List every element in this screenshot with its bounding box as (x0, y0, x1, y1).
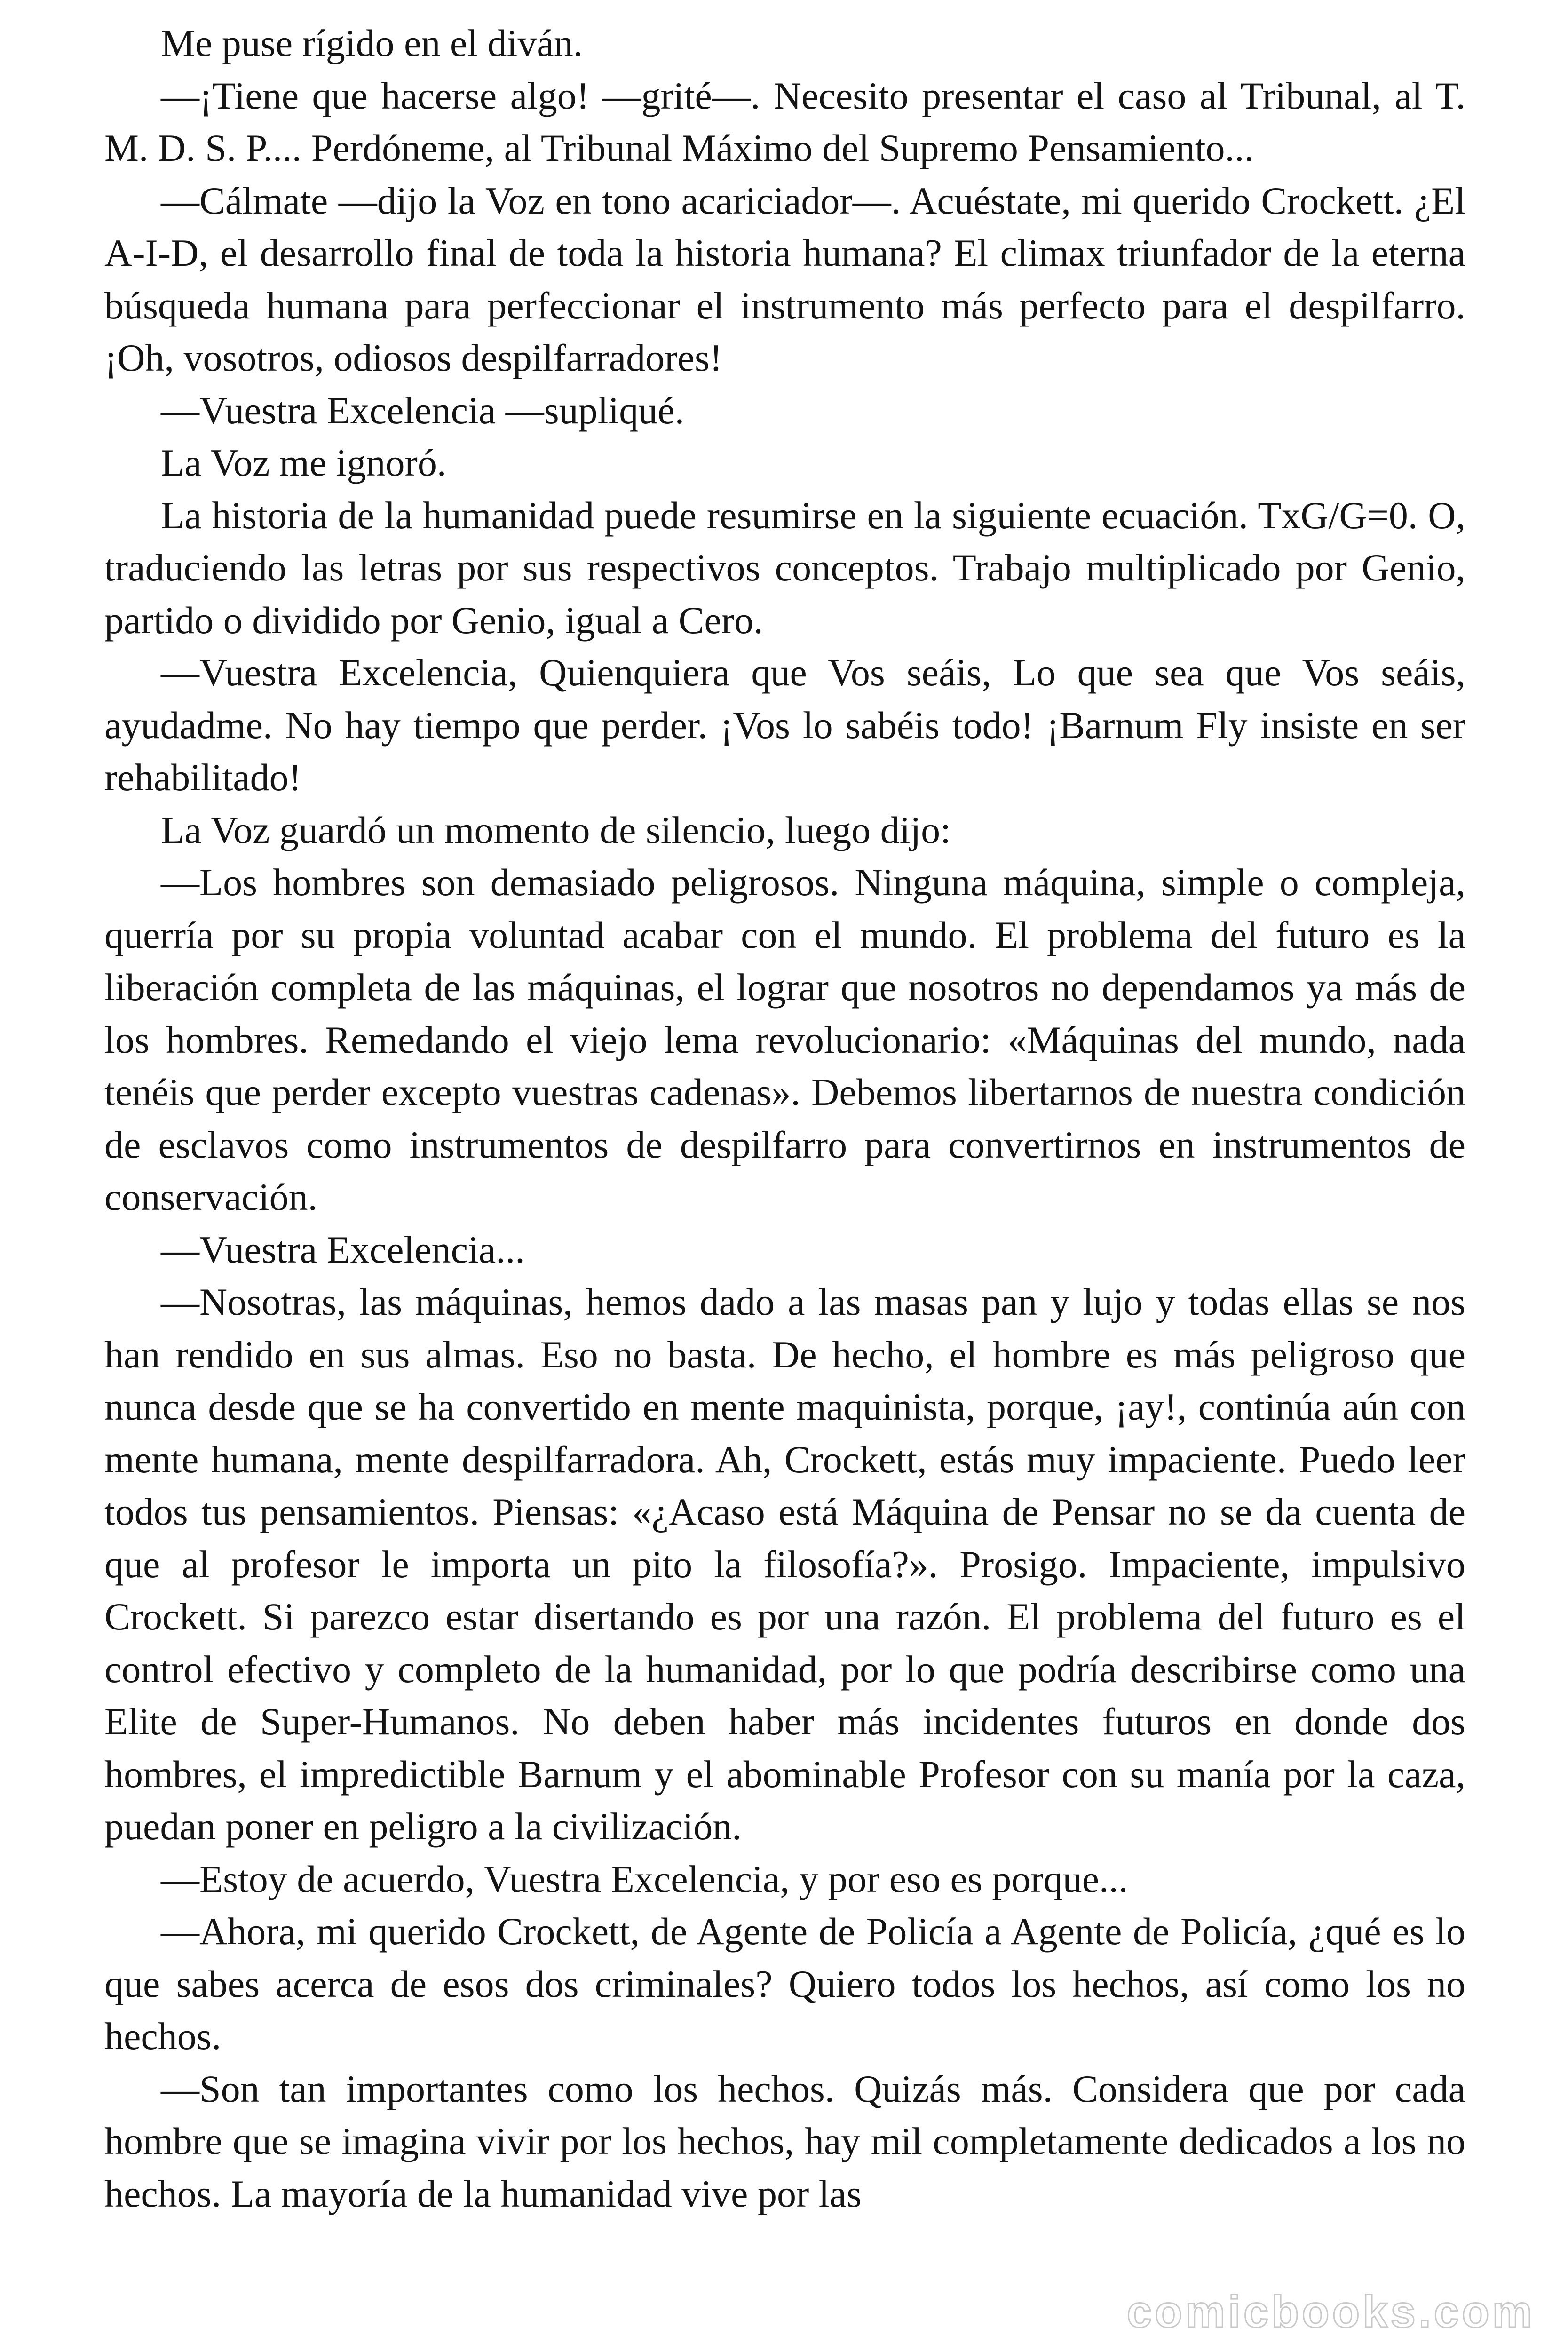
paragraph: —Cálmate —dijo la Voz en tono acariciador—. Acuéstate, mi querido Crockett. ¿El A-I-D, el desarrollo final de toda la historia humana? El climax triunfador de la eterna búsqueda humana para perfeccionar el instrumento más perfecto para el despilfarro. ¡Oh, vosotros, odiosos despilfarradores! (104, 179, 1465, 379)
paragraph: —Nosotras, las máquinas, hemos dado a las masas pan y lujo y todas ellas se nos han rendido en sus almas. Eso no basta. De hecho, el hombre es más peligroso que nunca desde que se ha convertido en mente maquinista, porque, ¡ay!, continúa aún con mente humana, mente despilfarradora. Ah, Crockett, estás muy impaciente. Puedo leer todos tus pensamientos. Piensas: «¿Acaso está Máquina de Pensar no se da cuenta de que al profesor le importa un pito la filosofía?». Prosigo. Impaciente, impulsivo Crockett. Si parezco estar disertando es por una razón. El problema del futuro es el control efectivo y completo de la humanidad, por lo que podría describirse como una Elite de Super-Humanos. No deben haber más incidentes futuros en donde dos hombres, el impredictible Barnum y el abominable Profesor con su manía por la caza, puedan poner en peligro a la civilización. (104, 1280, 1465, 1848)
paragraph: —¡Tiene que hacerse algo! —grité—. Necesito presentar el caso al Tribunal, al T. M. D. S. P.... Perdóneme, al Tribunal Máximo del Supremo Pensamiento... (104, 74, 1465, 169)
paragraph: —Son tan importantes como los hechos. Quizás más. Considera que por cada hombre que se imagina vivir por los hechos, hay mil completamente dedicados a los no hechos. La mayoría de la humanidad vive por las (104, 2067, 1465, 2215)
page-body (104, 17, 1465, 2220)
paragraph: —Vuestra Excelencia... (161, 1228, 525, 1271)
paragraph: La historia de la humanidad puede resumirse en la siguiente ecuación. TxG/G=0. O, traduciendo las letras por sus respectivos conceptos. Trabajo multiplicado por Genio, partido o dividido por Genio, igual a Cero. (104, 493, 1465, 642)
paragraph: —Vuestra Excelencia, Quienquiera que Vos seáis, Lo que sea que Vos seáis, ayudadme. No hay tiempo que perder. ¡Vos lo sabéis todo! ¡Barnum Fly insiste en ser rehabilitado! (104, 651, 1465, 799)
watermark: comicbooks.com (1126, 2287, 1535, 2337)
paragraph: —Vuestra Excelencia —supliqué. (161, 389, 685, 432)
paragraph: Me puse rígido en el diván. (161, 22, 583, 64)
paragraph: La Voz guardó un momento de silencio, luego dijo: (161, 808, 951, 851)
paragraph: —Los hombres son demasiado peligrosos. Ninguna máquina, simple o compleja, querría por su propia voluntad acabar con el mundo. El problema del futuro es la liberación completa de las máquinas, el lograr que nosotros no dependamos ya más de los hombres. Remedando el viejo lema revolucionario: «Máquinas del mundo, nada tenéis que perder excepto vuestras cadenas». Debemos libertarnos de nuestra condición de esclavos como instrumentos de despilfarro para convertirnos en instrumentos de conservación. (104, 861, 1465, 1218)
paragraph: —Ahora, mi querido Crockett, de Agente de Policía a Agente de Policía, ¿qué es lo que sabes acerca de esos dos criminales? Quiero todos los hechos, así como los no hechos. (104, 1910, 1465, 2058)
paragraph: —Estoy de acuerdo, Vuestra Excelencia, y por eso es porque... (161, 1857, 1128, 1900)
paragraph: La Voz me ignoró. (161, 441, 447, 484)
